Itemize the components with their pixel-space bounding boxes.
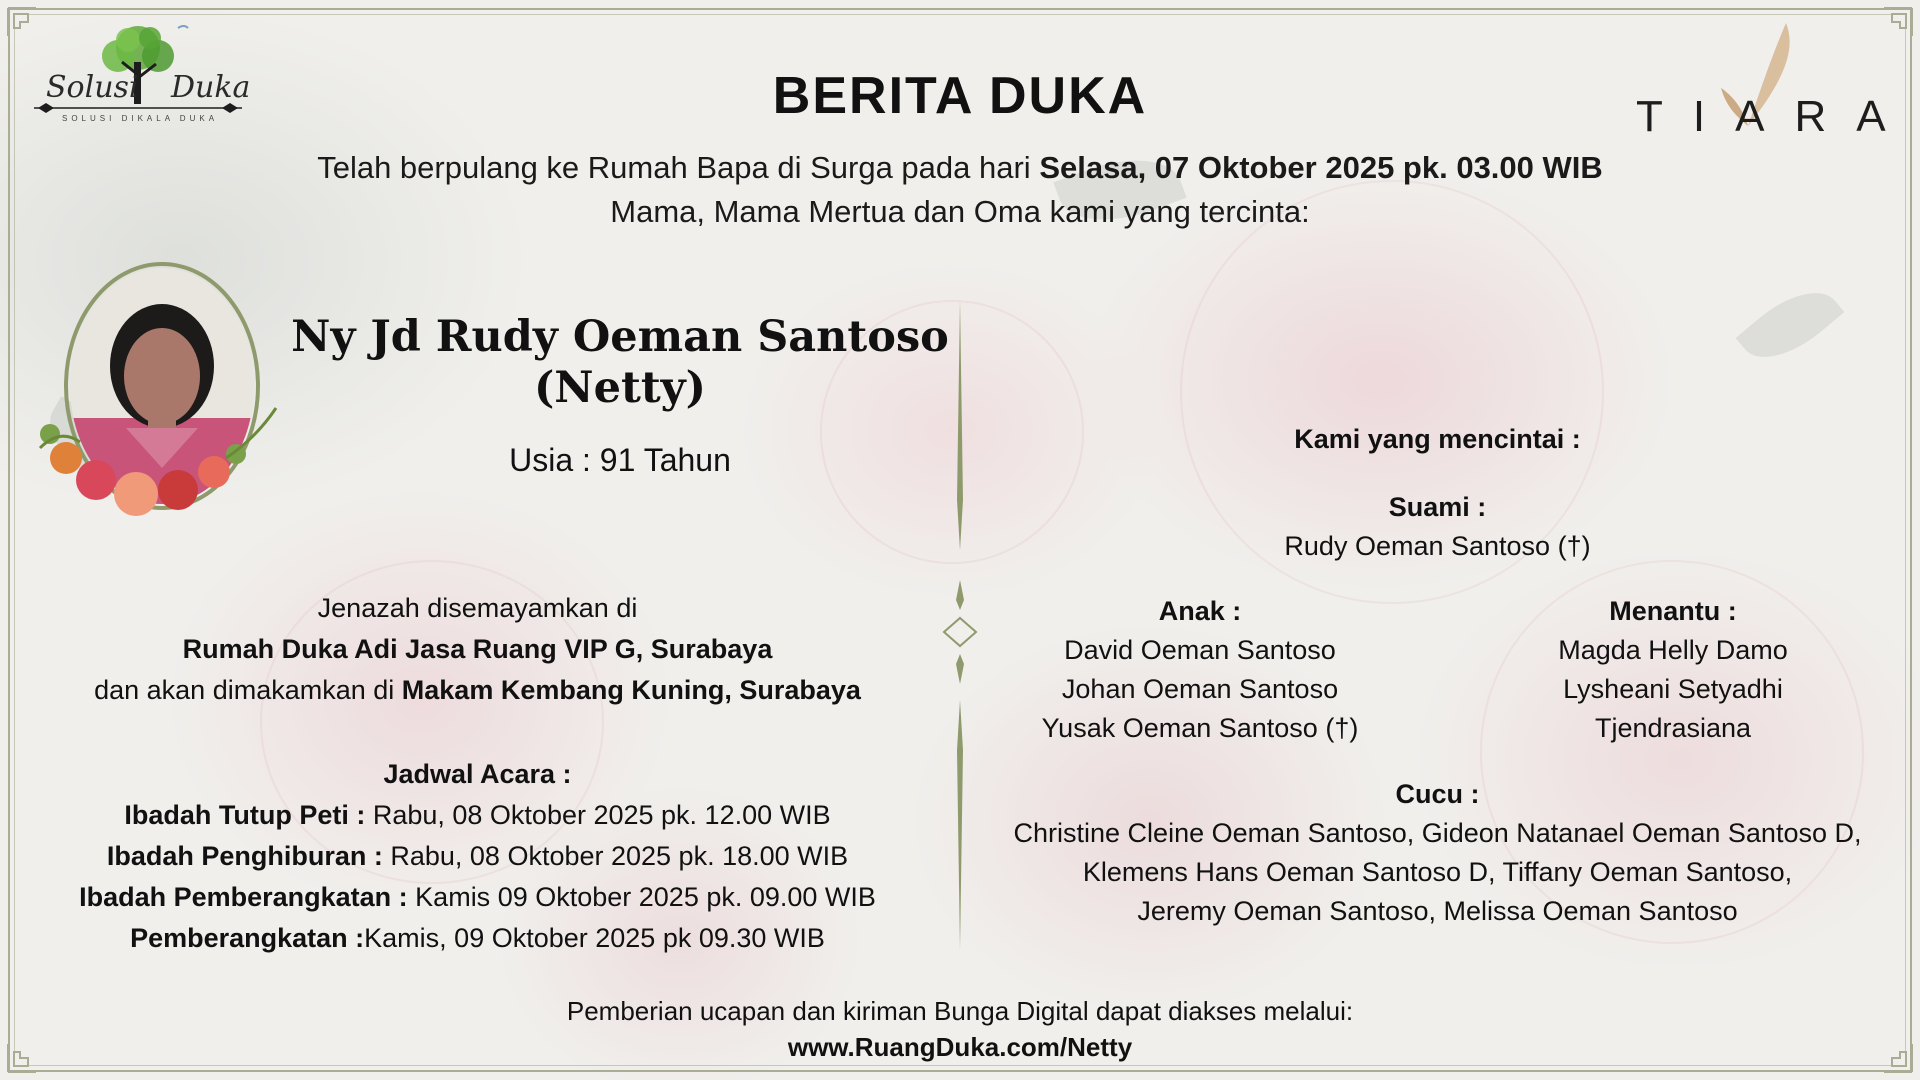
intro-line-2: Mama, Mama Mertua dan Oma kami yang tercinta:: [610, 194, 1310, 229]
schedule-item-label: Ibadah Pemberangkatan :: [79, 882, 416, 912]
schedule-item: [30, 795, 925, 836]
schedule-item: [30, 918, 925, 959]
footer-note: Pemberian ucapan dan kiriman Bunga Digital dapat diakses melalui:: [566, 996, 1354, 1026]
brand-name: TIARA: [1636, 92, 1916, 141]
logo-word-duka: Duka: [171, 70, 251, 105]
intro-prefix: Telah berpulang ke Rumah Bapa di Surga pada hari: [317, 150, 1040, 185]
anak-label: Anak :: [1158, 596, 1242, 626]
suami-label: Suami :: [1388, 492, 1487, 522]
cucu-line: Christine Cleine Oeman Santoso, Gideon Natanael Oeman Santoso D,: [1013, 818, 1862, 848]
deceased-nickname: (Netty): [533, 363, 707, 413]
menantu-name: Lysheani Setyadhi: [1563, 674, 1783, 704]
center-divider-ornament: [938, 300, 982, 950]
family-cucu: [985, 775, 1890, 931]
intro-date: Selasa, 07 Oktober 2025 pk. 03.00 WIB: [1039, 150, 1603, 185]
schedule-item-value: Rabu, 08 Oktober 2025 pk. 12.00 WIB: [372, 800, 831, 830]
funeral-location: Rumah Duka Adi Jasa Ruang VIP G, Surabaya: [182, 634, 773, 664]
family-anak: [990, 592, 1410, 748]
schedule-item-label: Pemberangkatan :: [130, 923, 365, 953]
deceased-name-line1: Ny Jd Rudy Oeman Santoso: [291, 312, 949, 362]
burial-place: Makam Kembang Kuning, Surabaya: [401, 675, 861, 705]
funeral-info: [30, 588, 925, 711]
schedule-item-label: Ibadah Penghiburan :: [106, 841, 391, 871]
menantu-name: Tjendrasiana: [1594, 713, 1752, 743]
deceased-name: [280, 312, 960, 414]
cucu-label: Cucu :: [1395, 779, 1480, 809]
schedule-item-value: Rabu, 08 Oktober 2025 pk. 18.00 WIB: [390, 841, 849, 871]
deceased-portrait: [26, 258, 298, 540]
family-suami: [985, 488, 1890, 566]
logo-tagline: SOLUSI DIKALA DUKA: [62, 114, 219, 123]
funeral-line1: Jenazah disemayamkan di: [317, 593, 638, 623]
footer-url-link[interactable]: www.RuangDuka.com/Netty: [787, 1032, 1133, 1062]
cucu-line: Klemens Hans Oeman Santoso D, Tiffany Oeman Santoso,: [1082, 857, 1793, 887]
schedule-item-value: Kamis, 09 Oktober 2025 pk 09.30 WIB: [364, 923, 825, 953]
burial-prefix: dan akan dimakamkan di: [94, 675, 402, 705]
schedule: [30, 754, 925, 959]
suami-name: Rudy Oeman Santoso (†): [1284, 531, 1591, 561]
family-heading: Kami yang mencintai :: [1294, 424, 1581, 454]
intro-line: [0, 150, 1920, 186]
deceased-age: Usia : 91 Tahun: [509, 442, 731, 478]
schedule-heading: Jadwal Acara :: [383, 759, 572, 789]
schedule-item-value: Kamis 09 Oktober 2025 pk. 09.00 WIB: [415, 882, 876, 912]
page-title: BERITA DUKA: [772, 67, 1148, 125]
family-menantu: [1463, 592, 1883, 748]
logo-word-solusi: Solusi: [46, 70, 139, 105]
schedule-item: [30, 877, 925, 918]
schedule-item-label: Ibadah Tutup Peti :: [124, 800, 373, 830]
anak-name: David Oeman Santoso: [1064, 635, 1336, 665]
cucu-line: Jeremy Oeman Santoso, Melissa Oeman Santoso: [1137, 896, 1738, 926]
anak-name: Johan Oeman Santoso: [1061, 674, 1339, 704]
anak-name: Yusak Oeman Santoso (†): [1041, 713, 1359, 743]
menantu-name: Magda Helly Damo: [1558, 635, 1788, 665]
menantu-label: Menantu :: [1609, 596, 1737, 626]
burial-line: [30, 670, 925, 711]
schedule-item: [30, 836, 925, 877]
